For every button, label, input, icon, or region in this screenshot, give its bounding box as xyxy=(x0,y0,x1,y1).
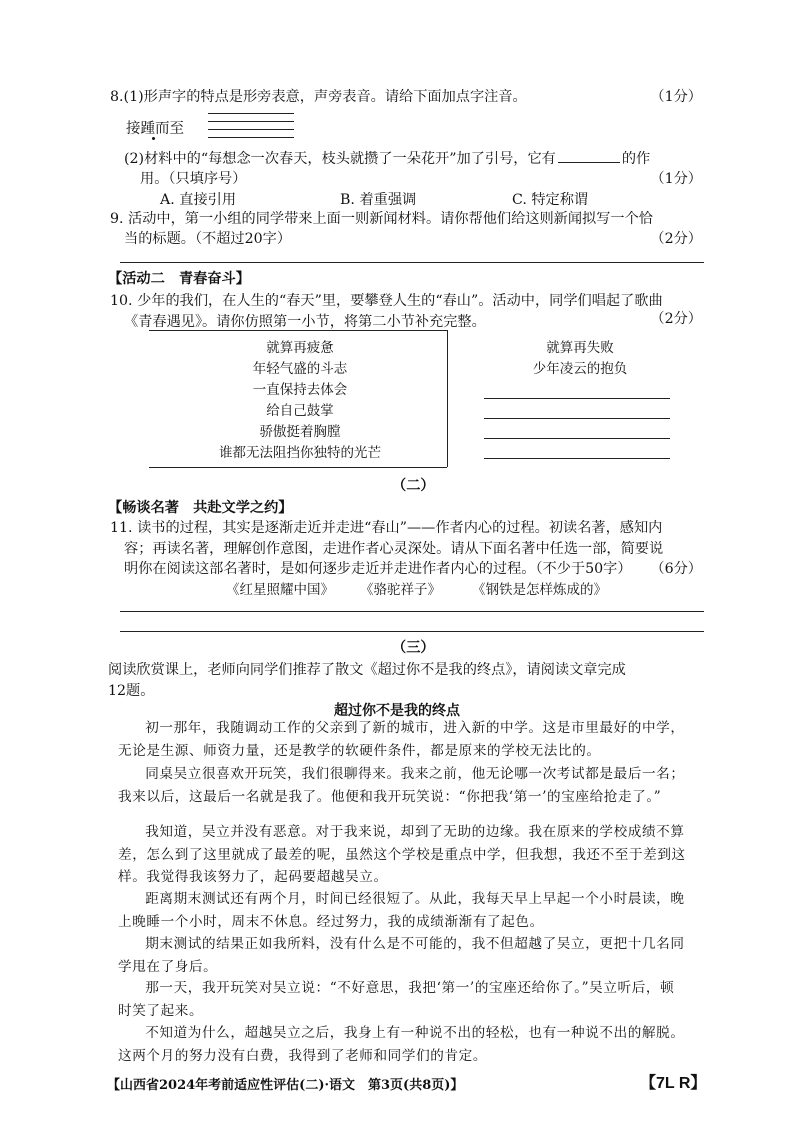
q8-part2-score: （1分） xyxy=(650,171,702,187)
q9-answer-line[interactable] xyxy=(120,262,704,263)
pinyin-line-3 xyxy=(208,129,294,130)
q11-line1: 11. 读书的过程，其实是逐渐走近并走进“春山”——作者内心的过程。初读名著，感知内 xyxy=(110,520,663,536)
essay-paragraph: 同桌吴立很喜欢开玩笑，我们很聊得来。我来之前，他无论哪一次考试都是最后一名；我来以后，这最后一名就是我了。他便和我开玩笑说：“你把我‘第一’的宝座给抢走了。” xyxy=(118,766,685,805)
left-poem-line: 给自己鼓掌 xyxy=(266,403,334,419)
q11-line2: 容；再读名著，理解创作意图，走进作者心灵深处。请从下面名著中任选一部，简要说 xyxy=(124,541,664,557)
q8-part2-text-a: (2)材料中的“每想念一次春天，枝头就攒了一朵花开”加了引号，它有 xyxy=(124,151,556,167)
q9-line1: 9. 活动中，第一小组的同学带来上面一则新闻材料。请你帮他们给这则新闻拟写一个恰 xyxy=(110,211,653,227)
poem-box-bottom xyxy=(149,467,447,468)
poem-answer-line-2[interactable] xyxy=(484,418,670,419)
section3-intro-line2: 12题。 xyxy=(108,683,155,699)
q8-option-c: C. 特定称谓 xyxy=(512,192,589,208)
pinyin-line-4 xyxy=(208,137,294,138)
q11-line3: 明你在阅读这部名著时，是如何逐步走近并走进作者内心的过程。（不少于50字） xyxy=(124,561,632,577)
q11-answer-line-2[interactable] xyxy=(120,631,704,632)
essay-paragraph: 不知道为什么，超越吴立之后，我身上有一种说不出的轻松，也有一种说不出的解脱。这两个月的努力没有白费，我得到了老师和同学们的肯定。 xyxy=(118,1025,685,1064)
emphasis-dot-icon xyxy=(152,137,155,140)
essay-paragraph: 初一那年，我随调动工作的父亲到了新的城市，进入新的中学。这是市里最好的中学，无论是生源、师资力量，还是教学的软硬件条件，都是原来的学校无法比的。 xyxy=(118,720,685,759)
q9-score: （2分） xyxy=(650,231,702,247)
q11-book-2: 《骆驼祥子》 xyxy=(360,582,441,598)
poem-divider xyxy=(447,330,448,467)
q11-book-3: 《钢铁是怎样炼成的》 xyxy=(472,582,607,598)
q8-part2 xyxy=(124,148,650,168)
pinyin-line-2 xyxy=(208,121,294,122)
essay-paragraph: 那一天，我开玩笑对吴立说：“不好意思，我把‘第一’的宝座还给你了。”吴立听后，顿时笑了起来。 xyxy=(118,980,675,1019)
right-poem-line: 少年凌云的抱负 xyxy=(532,361,628,377)
q11-book-1: 《红星照耀中国》 xyxy=(226,582,334,598)
footer-info: 【山西省2024年考前适应性评估(二)·语文 第3页(共8页)】 xyxy=(107,1078,464,1093)
pinyin-line-1 xyxy=(208,113,294,114)
essay-title: 超过你不是我的终点 xyxy=(334,703,460,719)
q11-answer-line-1[interactable] xyxy=(120,611,704,612)
poem-answer-line-1[interactable] xyxy=(484,398,670,399)
section2-label: （二） xyxy=(392,478,435,494)
q8-part1-score: （1分） xyxy=(650,89,702,105)
q8-part2-text-b: 的作 xyxy=(621,151,651,167)
q8-option-b: B. 着重强调 xyxy=(340,192,417,208)
q11-score: （6分） xyxy=(650,561,702,577)
q10-line1: 10. 少年的我们，在人生的“春天”里，要攀登人生的“春山”。活动中，同学们唱起了歌曲 xyxy=(110,293,663,309)
right-poem xyxy=(480,338,680,380)
essay-paragraph: 距离期末测试还有两个月，时间已经很短了。从此，我每天早上早起一个小时晨读，晚上晚睡一个小时，周末不休息。经过努力，我的成绩渐渐有了起色。 xyxy=(118,891,685,930)
essay-paragraph: 我知道，吴立并没有恶意。对于我来说，却到了无助的边缘。我在原来的学校成绩不算差，怎么到了这里就成了最差的呢，虽然这个学校是重点中学，但我想，我还不至于差到这样。我觉得我该努力了，起码要超越吴立。 xyxy=(118,824,686,885)
left-poem-line: 骄傲挺着胸膛 xyxy=(259,424,341,440)
section2-title: 【畅谈名著 共赴文学之约】 xyxy=(108,500,293,516)
paper-code-badge: 【7L R】 xyxy=(640,1075,707,1092)
left-poem xyxy=(200,338,400,464)
left-poem-line: 一直保持去体会 xyxy=(252,382,348,398)
activity2-title: 【活动二 青春奋斗】 xyxy=(108,271,250,287)
answer-blank[interactable] xyxy=(558,150,620,163)
left-poem-line: 就算再疲惫 xyxy=(266,340,334,356)
poem-answer-line-4[interactable] xyxy=(484,458,670,459)
q9-line2: 当的标题。（不超过20字） xyxy=(124,231,292,247)
q8-option-a: A. 直接引用 xyxy=(160,192,237,208)
poem-box-top xyxy=(149,330,447,331)
q10-line2: 《青春遇见》。请你仿照第一小节，将第二小节补充完整。 xyxy=(124,314,486,330)
poem-answer-line-3[interactable] xyxy=(484,438,670,439)
q10-score: （2分） xyxy=(650,311,702,327)
q8-part1: 8.(1)形声字的特点是形旁表意，声旁表音。请给下面加点字注音。 xyxy=(110,89,527,105)
section3-intro-line1: 阅读欣赏课上，老师向同学们推荐了散文《超过你不是我的终点》，请阅读文章完成 xyxy=(108,662,626,678)
essay-paragraph: 期末测试的结果正如我所料，没有什么是不可能的，我不但超越了吴立，更把十几名同学甩在了身后。 xyxy=(118,936,685,975)
q8-idiom: 接踵而至 xyxy=(126,121,184,137)
right-poem-line: 就算再失败 xyxy=(546,340,614,356)
section3-label: （三） xyxy=(392,640,435,656)
left-poem-line: 谁都无法阻挡你独特的光芒 xyxy=(219,445,381,461)
q8-part2-line2: 用。（只填序号） xyxy=(140,171,247,187)
left-poem-line: 年轻气盛的斗志 xyxy=(252,361,348,377)
